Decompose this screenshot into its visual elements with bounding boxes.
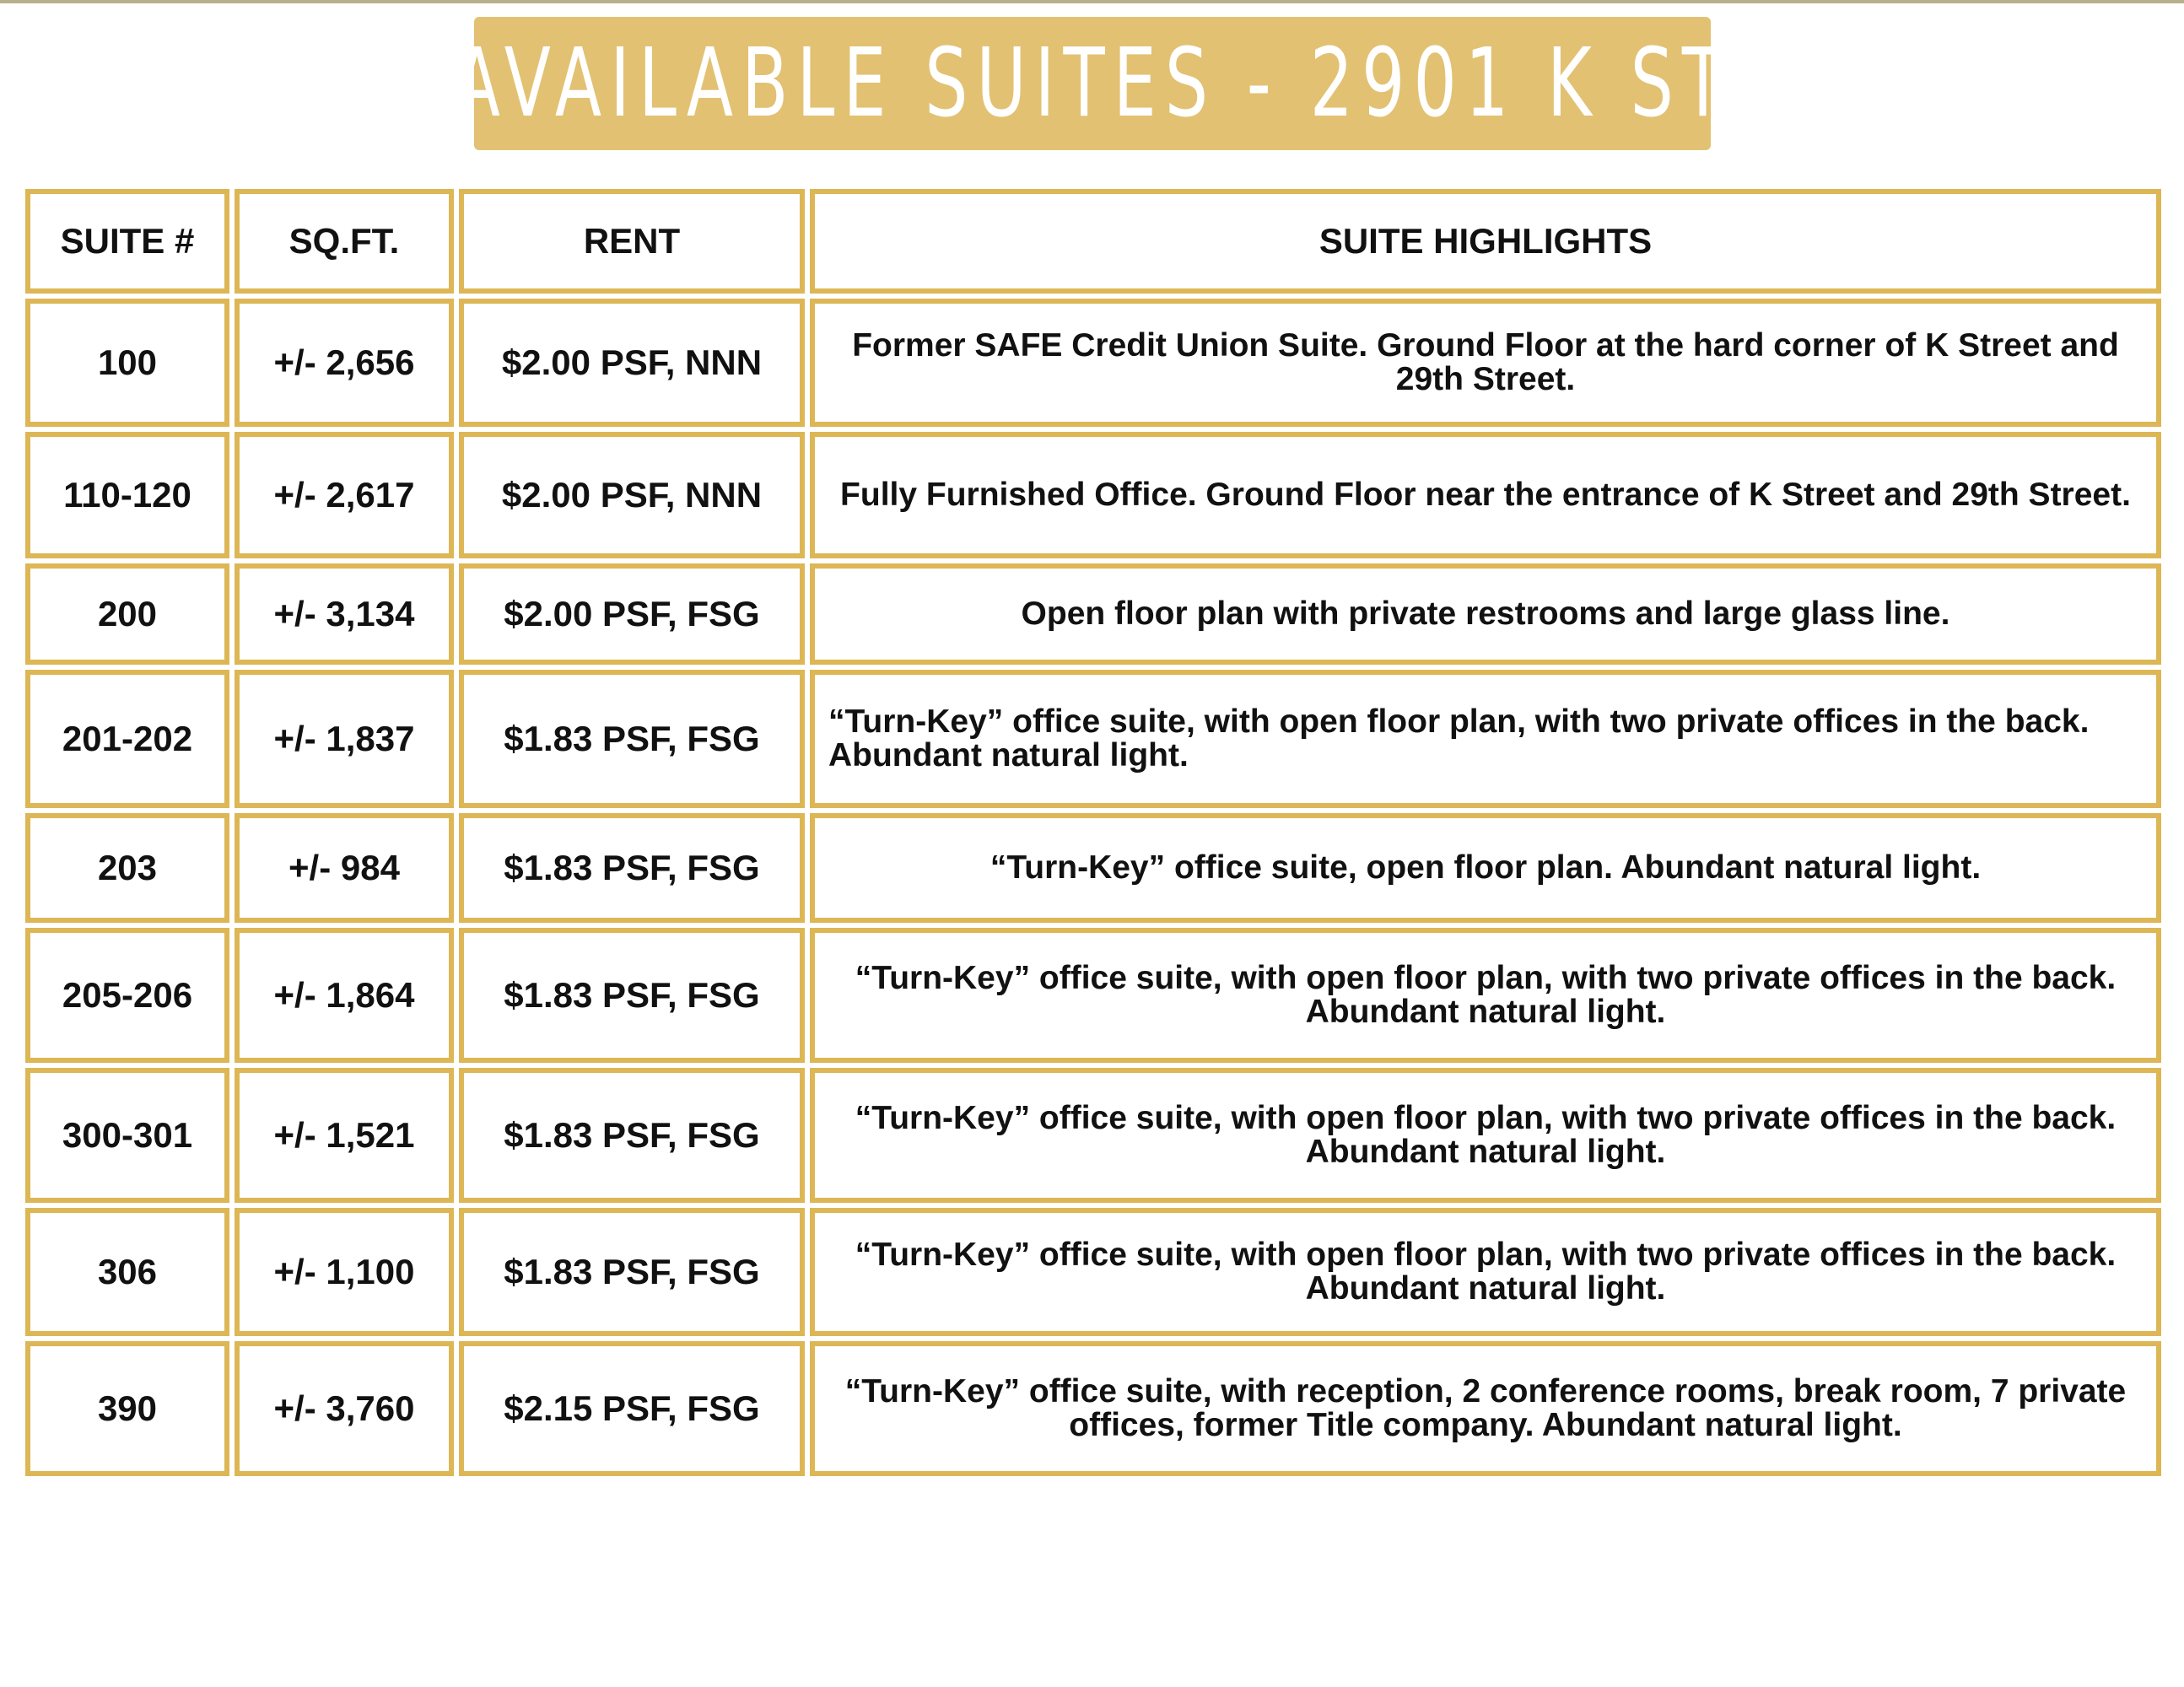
highlights-cell: “Turn-Key” office suite, with open floor plan, with two private offices in the back. Abundant natural light.	[810, 928, 2161, 1063]
suite-cell: 306	[25, 1208, 229, 1336]
rent-cell: $2.00 PSF, NNN	[459, 299, 805, 427]
header-suite: SUITE #	[25, 189, 229, 294]
top-border-strip	[0, 0, 2184, 3]
suite-cell: 390	[25, 1341, 229, 1476]
sqft-cell: +/- 1,837	[235, 670, 454, 808]
highlights-cell: Open floor plan with private restrooms and large glass line.	[810, 563, 2161, 665]
suites-table	[25, 189, 2160, 1501]
title-banner	[453, 17, 1732, 150]
sqft-cell: +/- 1,521	[235, 1068, 454, 1203]
suite-cell: 110-120	[25, 432, 229, 558]
suite-cell: 100	[25, 299, 229, 427]
rent-cell: $1.83 PSF, FSG	[459, 670, 805, 808]
rent-cell: $2.15 PSF, FSG	[459, 1341, 805, 1476]
sqft-cell: +/- 3,760	[235, 1341, 454, 1476]
highlights-cell: “Turn-Key” office suite, open floor plan. Abundant natural light.	[810, 813, 2161, 923]
suite-cell: 201-202	[25, 670, 229, 808]
suite-cell: 205-206	[25, 928, 229, 1063]
suite-cell: 200	[25, 563, 229, 665]
highlights-cell: “Turn-Key” office suite, with reception, 2 conference rooms, break room, 7 private offices, former Title company. Abundant natural light.	[810, 1341, 2161, 1476]
sqft-cell: +/- 1,100	[235, 1208, 454, 1336]
rent-cell: $1.83 PSF, FSG	[459, 928, 805, 1063]
highlights-cell: “Turn-Key” office suite, with open floor plan, with two private offices in the back. Abundant natural light.	[810, 670, 2161, 808]
rent-cell: $2.00 PSF, NNN	[459, 432, 805, 558]
suite-cell: 203	[25, 813, 229, 923]
page-title: AVAILABLE SUITES - 2901 K ST	[453, 29, 1732, 138]
sqft-cell: +/- 2,617	[235, 432, 454, 558]
header-rent: RENT	[459, 189, 805, 294]
rent-cell: $2.00 PSF, FSG	[459, 563, 805, 665]
highlights-cell: “Turn-Key” office suite, with open floor plan, with two private offices in the back. Abundant natural light.	[810, 1068, 2161, 1203]
rent-cell: $1.83 PSF, FSG	[459, 1068, 805, 1203]
sqft-cell: +/- 2,656	[235, 299, 454, 427]
rent-cell: $1.83 PSF, FSG	[459, 813, 805, 923]
header-sqft: SQ.FT.	[235, 189, 454, 294]
sqft-cell: +/- 1,864	[235, 928, 454, 1063]
header-highlights: SUITE HIGHLIGHTS	[810, 189, 2161, 294]
sqft-cell: +/- 984	[235, 813, 454, 923]
highlights-cell: “Turn-Key” office suite, with open floor plan, with two private offices in the back. Abundant natural light.	[810, 1208, 2161, 1336]
rent-cell: $1.83 PSF, FSG	[459, 1208, 805, 1336]
highlights-cell: Former SAFE Credit Union Suite. Ground Floor at the hard corner of K Street and 29th Street.	[810, 299, 2161, 427]
highlights-cell: Fully Furnished Office. Ground Floor near the entrance of K Street and 29th Street.	[810, 432, 2161, 558]
suite-cell: 300-301	[25, 1068, 229, 1203]
sqft-cell: +/- 3,134	[235, 563, 454, 665]
